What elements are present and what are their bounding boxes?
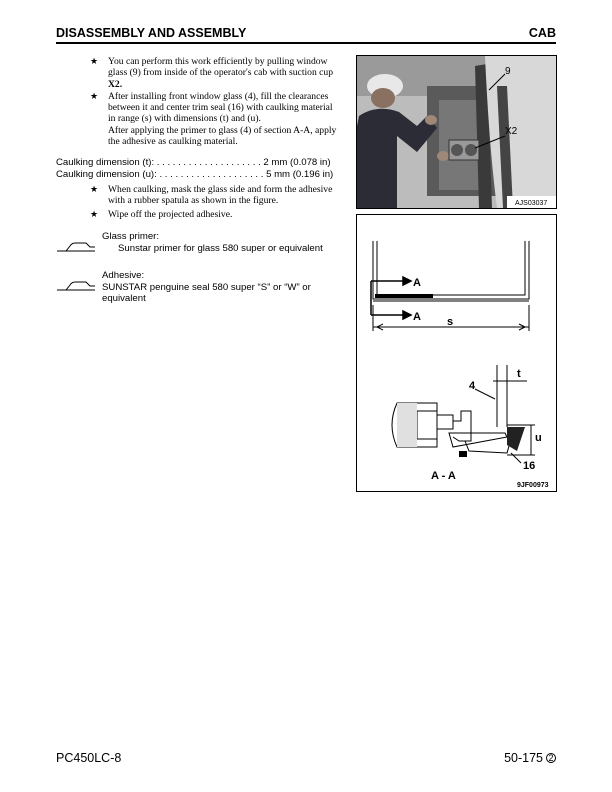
window-glass-photo	[356, 55, 557, 209]
bullet-item	[90, 209, 348, 220]
material-line: Sunstar primer for glass 580 super or equivalent	[118, 242, 323, 254]
caulking-section-diagram	[356, 214, 557, 492]
footer-model: PC450LC-8	[56, 751, 122, 765]
section-title: DISASSEMBLY AND ASSEMBLY	[56, 26, 247, 40]
bullet-line: the adhesive as caulking material.	[108, 136, 238, 148]
bullet-line: glass (9) from inside of the operator's cab with suction cup	[108, 67, 333, 79]
label-4: 4	[469, 380, 476, 392]
bullet-line: with a rubber spatula as shown in the figure.	[108, 195, 279, 207]
label-t: t	[517, 368, 521, 380]
star-icon: ★	[90, 208, 99, 219]
material-title: Adhesive:	[102, 270, 145, 281]
star-icon: ★	[90, 90, 99, 101]
material-title: Glass primer:	[102, 231, 160, 242]
bullet-line: You can perform this work efficiently by pulling window	[108, 56, 328, 67]
bullet-line: After applying the primer to glass (4) of section A-A, apply	[108, 124, 337, 136]
star-icon: ★	[90, 56, 99, 66]
label-s: s	[447, 316, 454, 328]
label-16: 16	[523, 460, 536, 472]
label-a-top: A	[413, 277, 421, 289]
label-u: u	[535, 432, 542, 444]
chapter-title: CAB	[528, 26, 556, 40]
photo-code: AJS03037	[515, 200, 548, 207]
callout-x2: X2	[505, 126, 518, 137]
diagram-code: 9JF00973	[517, 482, 549, 489]
material-tube-icon	[56, 278, 96, 292]
dimension-t: Caulking dimension (t): . . . . . . . . . . . . . . . . . . . . 2 mm (0.078 in)	[56, 157, 331, 168]
callout-9: 9	[505, 66, 511, 77]
bullet-list-bottom	[90, 184, 348, 221]
dimension-u: Caulking dimension (u): . . . . . . . . . . . . . . . . . . . . 5 mm (0.196 in)	[56, 169, 334, 180]
material-line: equivalent	[102, 293, 146, 305]
section-label: A - A	[431, 470, 456, 482]
page-header	[56, 26, 556, 44]
bullet-line-bold: X2.	[108, 78, 123, 90]
caulking-dimensions	[56, 157, 356, 181]
page-number: 50-175	[504, 751, 543, 765]
bullet-line: After installing front window glass (4), fill the clearances	[108, 90, 329, 102]
bullet-item	[90, 184, 348, 207]
label-a-bottom: A	[413, 311, 421, 323]
bullet-line: between it and center trim seal (16) with caulking material	[108, 102, 333, 114]
star-icon: ★	[90, 184, 99, 194]
material-tube-icon	[56, 239, 96, 253]
bullet-list-top	[90, 56, 348, 148]
bullet-line: When caulking, mask the glass side and form the adhesive	[108, 184, 333, 195]
footer-page	[504, 751, 556, 765]
revision-mark: 2	[546, 753, 556, 763]
bullet-line: Wipe off the projected adhesive.	[108, 208, 233, 220]
bullet-item	[90, 91, 348, 147]
bullet-item	[90, 56, 348, 90]
material-line: SUNSTAR penguine seal 580 super “S” or “W” or	[102, 281, 311, 293]
bullet-line: in range (s) with dimensions (t) and (u).	[108, 113, 261, 125]
